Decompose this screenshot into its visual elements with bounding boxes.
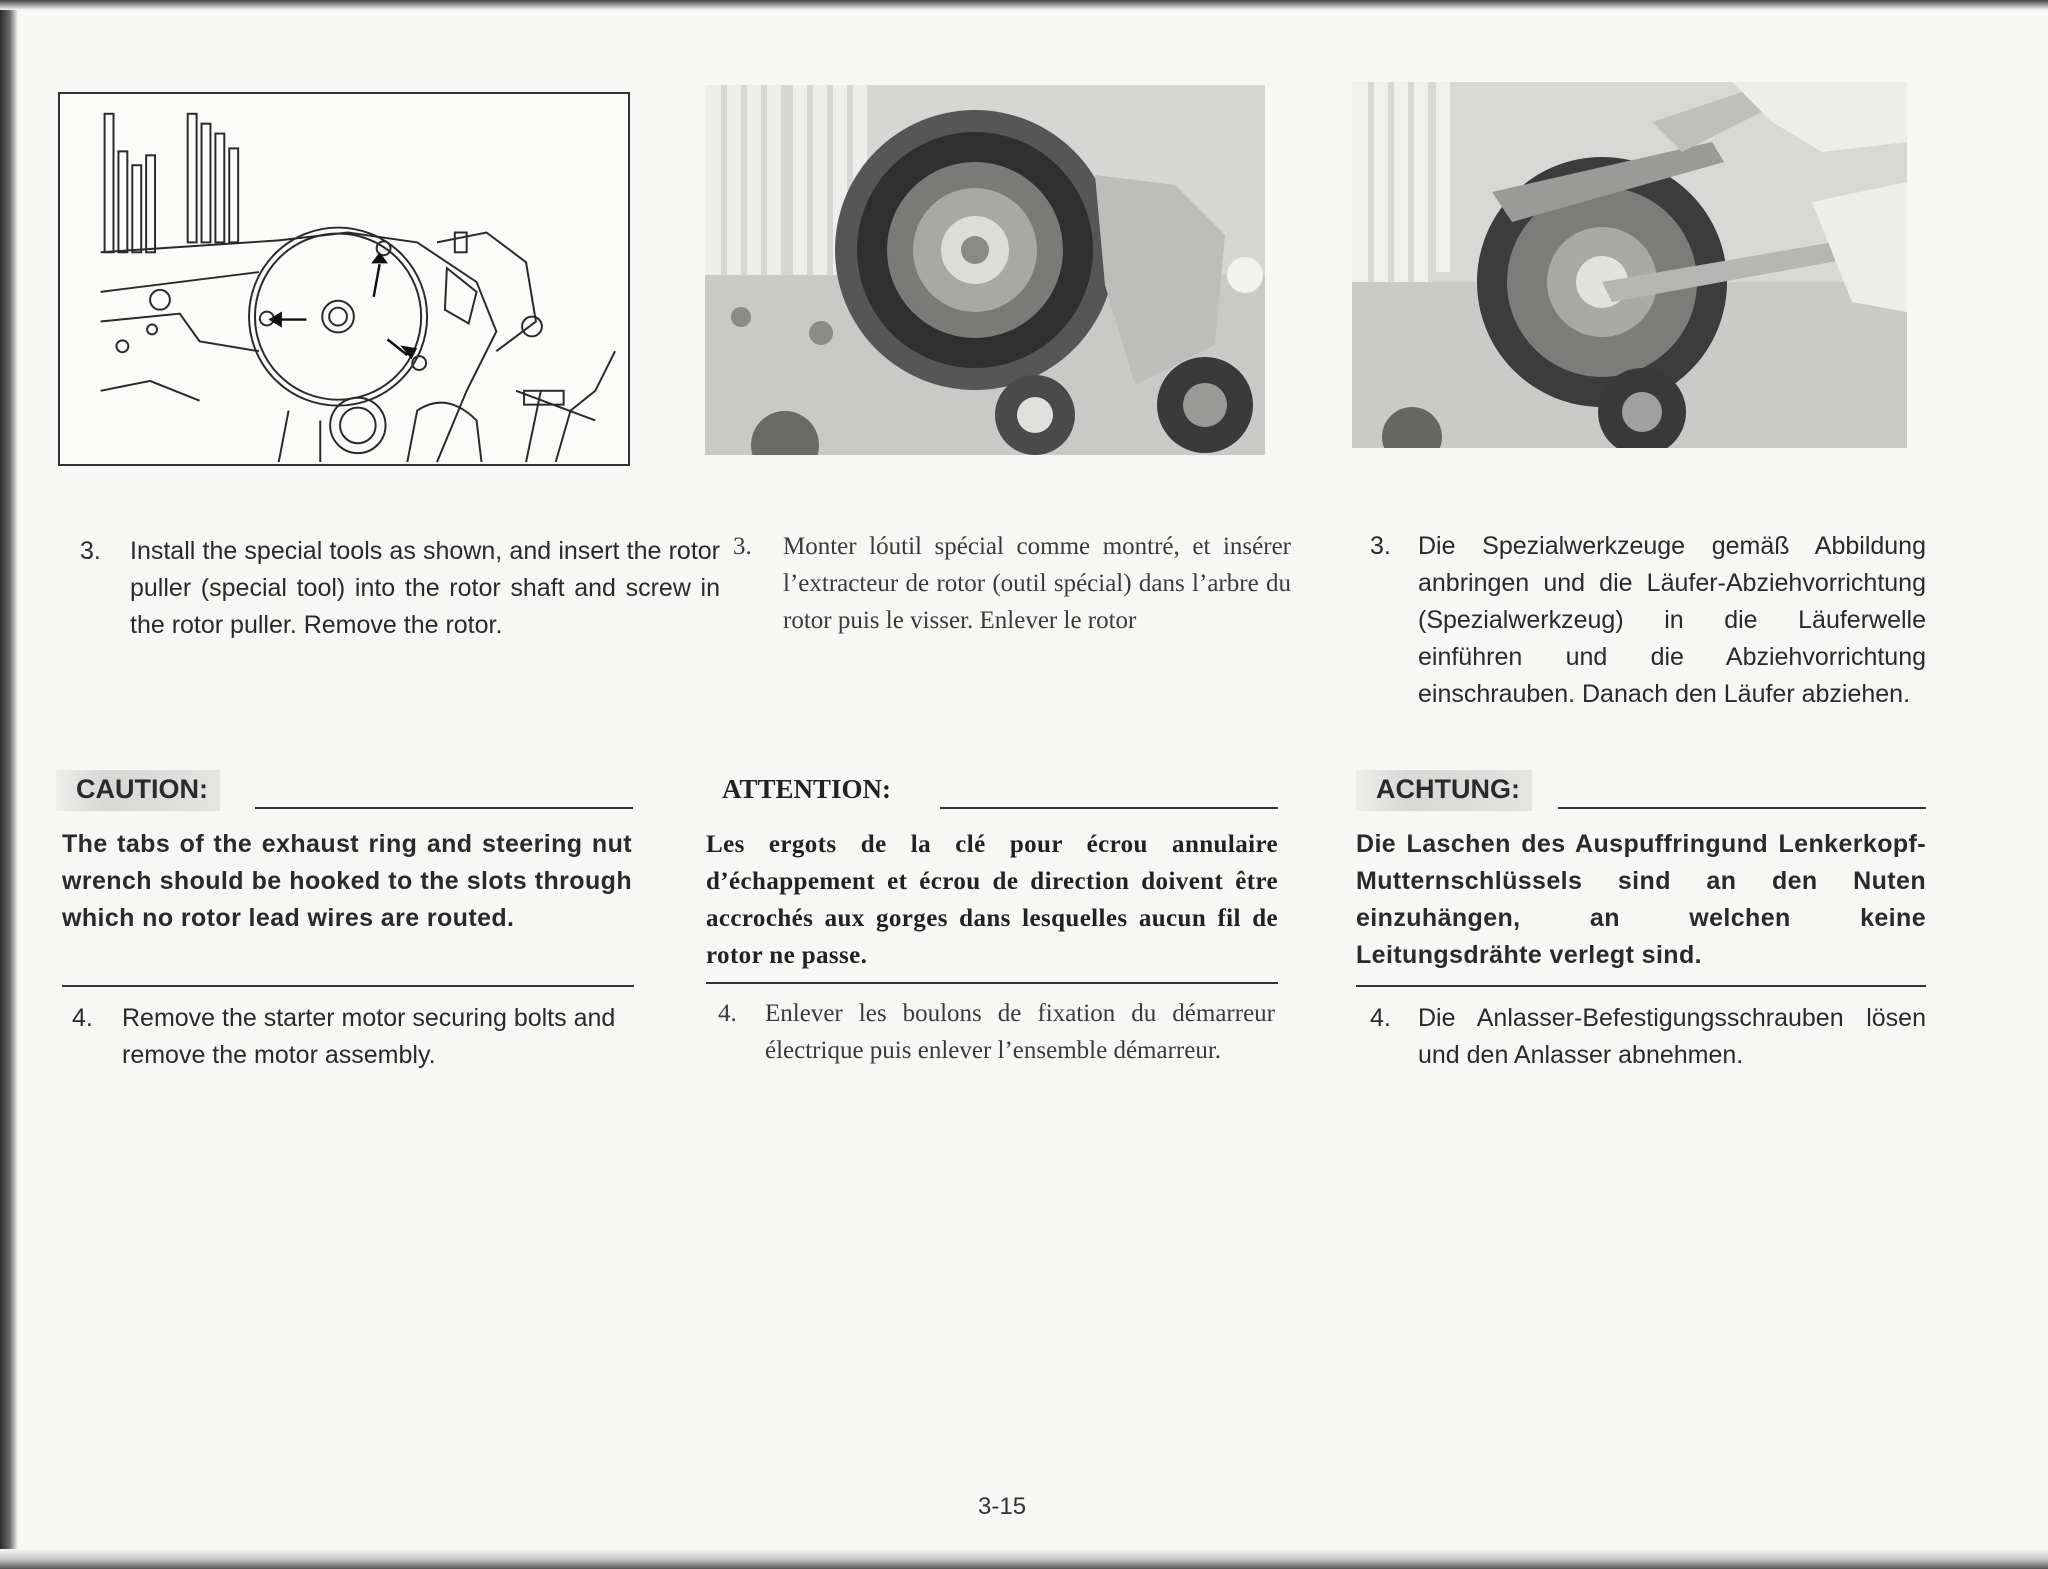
caution-body-english: The tabs of the exhaust ring and steering nut wrench should be hooked to the slots through which no rotor lead wires are routed.: [62, 830, 632, 932]
step-number: 3.: [80, 537, 101, 565]
step-text: Monter lóutil spécial comme montré, et insérer l’extracteur de rotor (outil spécial) dans l’arbre du rotor puis le visser. Enlever le rotor: [783, 533, 1291, 634]
step-number: 3.: [1370, 532, 1391, 560]
step-number: 4.: [1370, 1004, 1391, 1032]
attention-heading-rule: [940, 807, 1278, 809]
achtung-heading-rule: [1558, 807, 1926, 809]
top-edge-shadow: [0, 0, 2048, 10]
caution-heading-english: CAUTION:: [56, 770, 220, 811]
page-number: 3-15: [978, 1493, 1027, 1520]
engine-line-drawing: [60, 94, 628, 464]
step-text: Remove the starter motor securing bolts and remove the motor assembly.: [122, 1004, 616, 1069]
engine-photo-rotor-exposed: [705, 85, 1265, 455]
achtung-body-german: Die Laschen des Auspuffringund Lenkerkopf-Mutternschlüssels sind an den Nuten einzuhängen, an welchen keine Leitungsdrähte verlegt sind.: [1356, 830, 1926, 969]
bottom-edge-shadow: [0, 1549, 2048, 1569]
step-text: Die Anlasser-Befestigungsschrauben lösen und den Anlasser abnehmen.: [1418, 1004, 1926, 1069]
attention-heading-french: ATTENTION:: [722, 774, 892, 804]
page-binding-shadow: [0, 0, 18, 1569]
rotor-removal-photo: [705, 85, 1265, 455]
step-text: Die Spezialwerkzeuge gemäß Abbildung anbringen und die Läufer-Abziehvorrichtung (Spezialwerkzeug) in die Läuferwelle einführen und die Abziehvorrichtung einschrauben. Danach den Läufer abziehen.: [1418, 532, 1926, 708]
step-number: 4.: [718, 1000, 737, 1027]
caution-heading-rule: [255, 807, 633, 809]
engine-photo-with-wrench: [1352, 82, 1907, 448]
step-text: Install the special tools as shown, and insert the rotor puller (special tool) into the rotor shaft and screw in the rotor puller. Remove the rotor.: [130, 537, 720, 639]
attention-end-rule: [706, 982, 1278, 984]
attention-body-french: Les ergots de la clé pour écrou annulaire d’échappement et écrou de direction doivent être accrochés aux gorges dans lesquelles aucun fil de rotor ne passe.: [706, 831, 1278, 969]
achtung-heading-german: ACHTUNG:: [1356, 770, 1532, 811]
rotor-tool-line-illustration: [58, 92, 630, 466]
achtung-end-rule: [1356, 985, 1926, 987]
caution-end-rule: [62, 985, 634, 987]
step-number: 3.: [733, 533, 752, 560]
step-text: Enlever les boulons de fixation du démarreur électrique puis enlever l’ensemble démarreur.: [765, 1000, 1275, 1064]
rotor-puller-wrench-photo: [1352, 82, 1907, 448]
step-number: 4.: [72, 1004, 93, 1032]
